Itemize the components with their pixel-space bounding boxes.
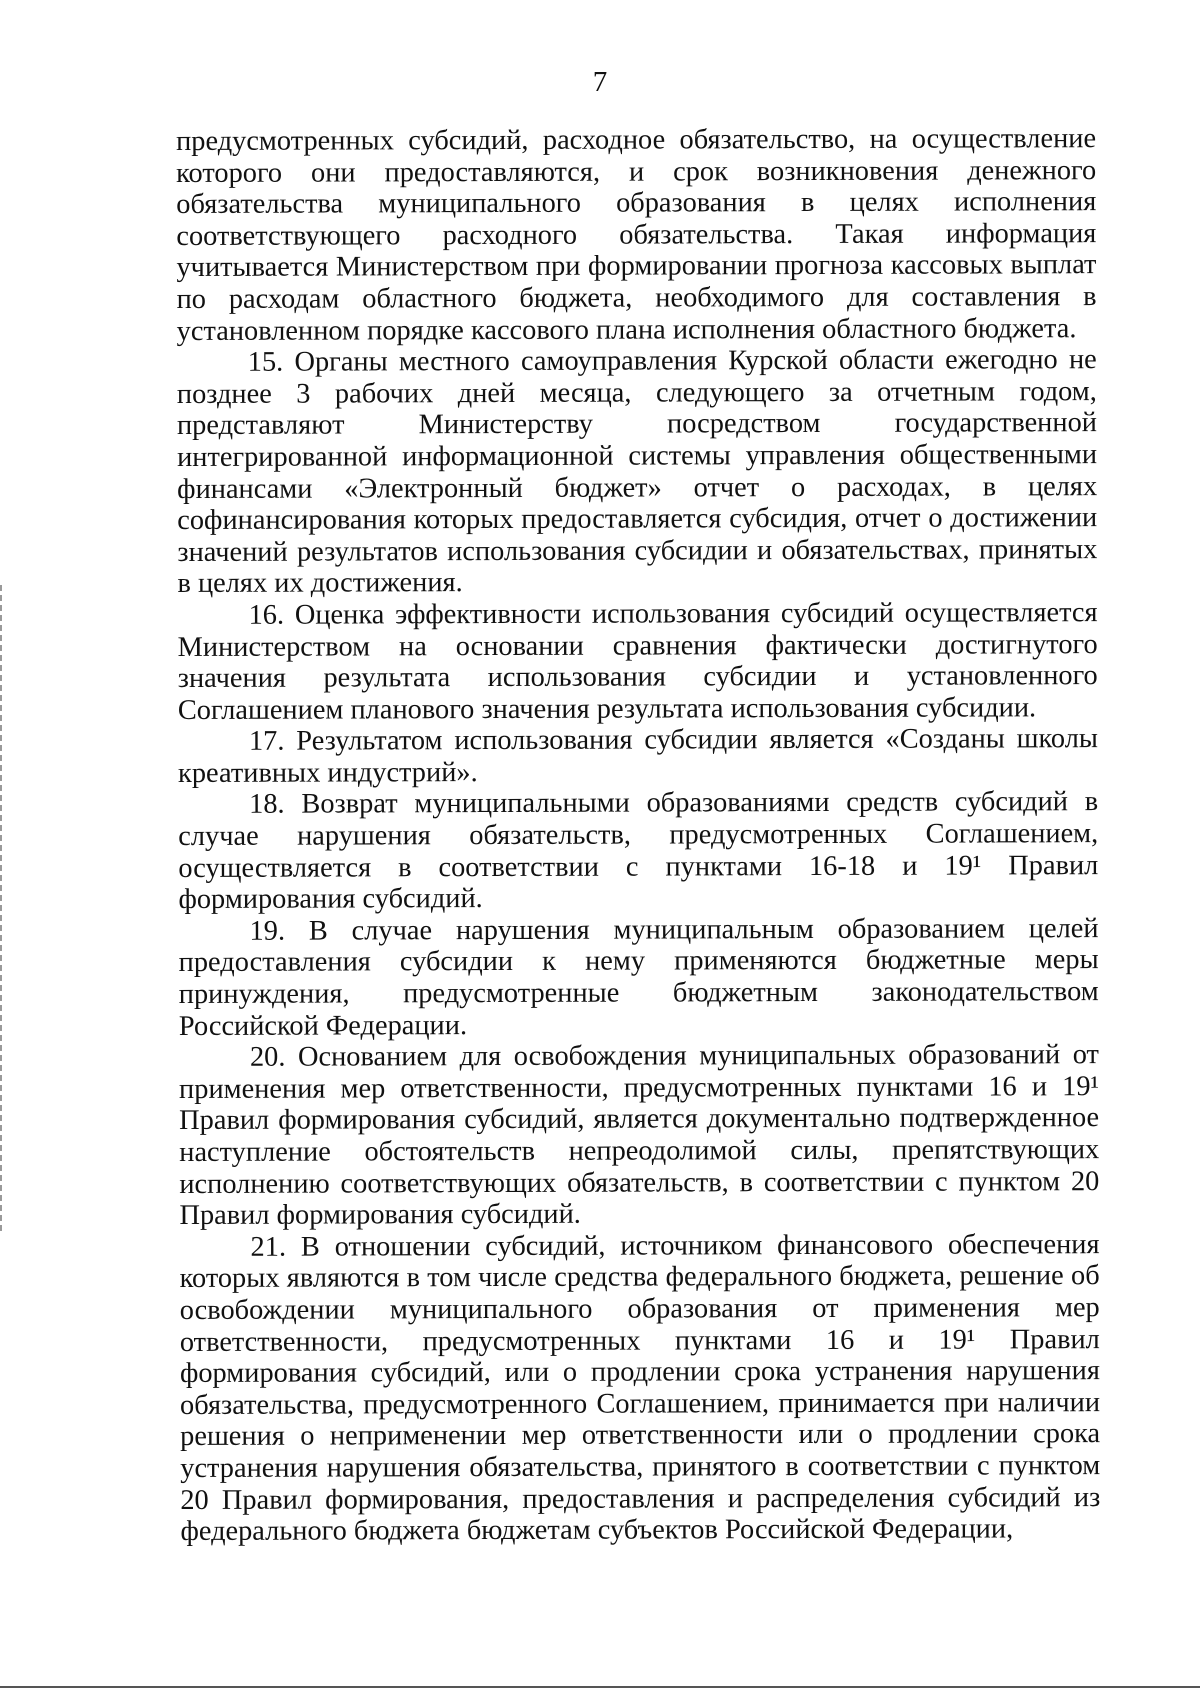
paragraph-continuation: предусмотренных субсидий, расходное обязательство, на осуществление которого они предоставляются, и срок возникновения денежного обязательства муниципального образования в целях исполнения соответствующего расходного обязательства. Такая информация учитывается Министерством при формировании прогноза кассовых выплат по расходам областного бюджета, необходимого для составления в установленном порядке кассового плана исполнения областного бюджета. — [176, 123, 1097, 347]
document-body — [176, 123, 1100, 1548]
paragraph-20: 20. Основанием для освобождения муниципальных образований от применения мер ответственности, предусмотренных пунктами 16 и 19¹ Правил формирования субсидий, является документально подтвержденное наступление обстоятельств непреодолимой силы, препятствующих исполнению соответствующих обязательств, в соответствии с пунктом 20 Правил формирования субсидий. — [178, 1039, 1100, 1232]
page-number: 7 — [592, 66, 608, 98]
paragraph-16: 16. Оценка эффективности использования субсидий осуществляется Министерством на основании сравнения фактически достигнутого значения результата использования субсидии и установленного Соглашением планового значения результата использования субсидии. — [177, 597, 1098, 726]
paragraph-19: 19. В случае нарушения муниципальным образованием целей предоставления субсидии к нему применяются бюджетные меры принуждения, предусмотренные бюджетным законодательством Российской Федерации. — [178, 912, 1099, 1042]
paragraph-15: 15. Органы местного самоуправления Курской области ежегодно не позднее 3 рабочих дней месяца, следующего за отчетным годом, представляют Министерству посредством государственной интегрированной информационной системы управления общественными финансами «Электронный бюджет» отчет о расходах, в целях софинансирования которых предоставляется субсидия, отчет о достижении значений результатов использования субсидии и обязательствах, принятых в целях их достижения. — [176, 344, 1098, 600]
scan-bottom-edge — [0, 1686, 1200, 1688]
scan-binding-edge — [0, 585, 2, 1235]
paragraph-21: 21. В отношении субсидий, источником финансового обеспечения которых являются в том числе средства федерального бюджета, решение об освобождении муниципального образования от применения мер ответственности, предусмотренных пунктами 16 и 19¹ Правил формирования субсидий, или о продлении срока устранения нарушения обязательства, предусмотренного Соглашением, принимается при наличии решения о неприменении мер ответственности или о продлении срока устранения нарушения обязательства, принятого в соответствии с пунктом 20 Правил формирования, предоставления и распределения субсидий из федерального бюджета бюджетам субъектов Российской Федерации, — [179, 1228, 1101, 1548]
paragraph-18: 18. Возврат муниципальными образованиями средств субсидий в случае нарушения обязательств, предусмотренных Соглашением, осуществляется в соответствии с пунктами 16-18 и 19¹ Правил формирования субсидий. — [178, 786, 1099, 916]
paragraph-17: 17. Результатом использования субсидии является «Созданы школы креативных индустрий». — [177, 723, 1098, 789]
